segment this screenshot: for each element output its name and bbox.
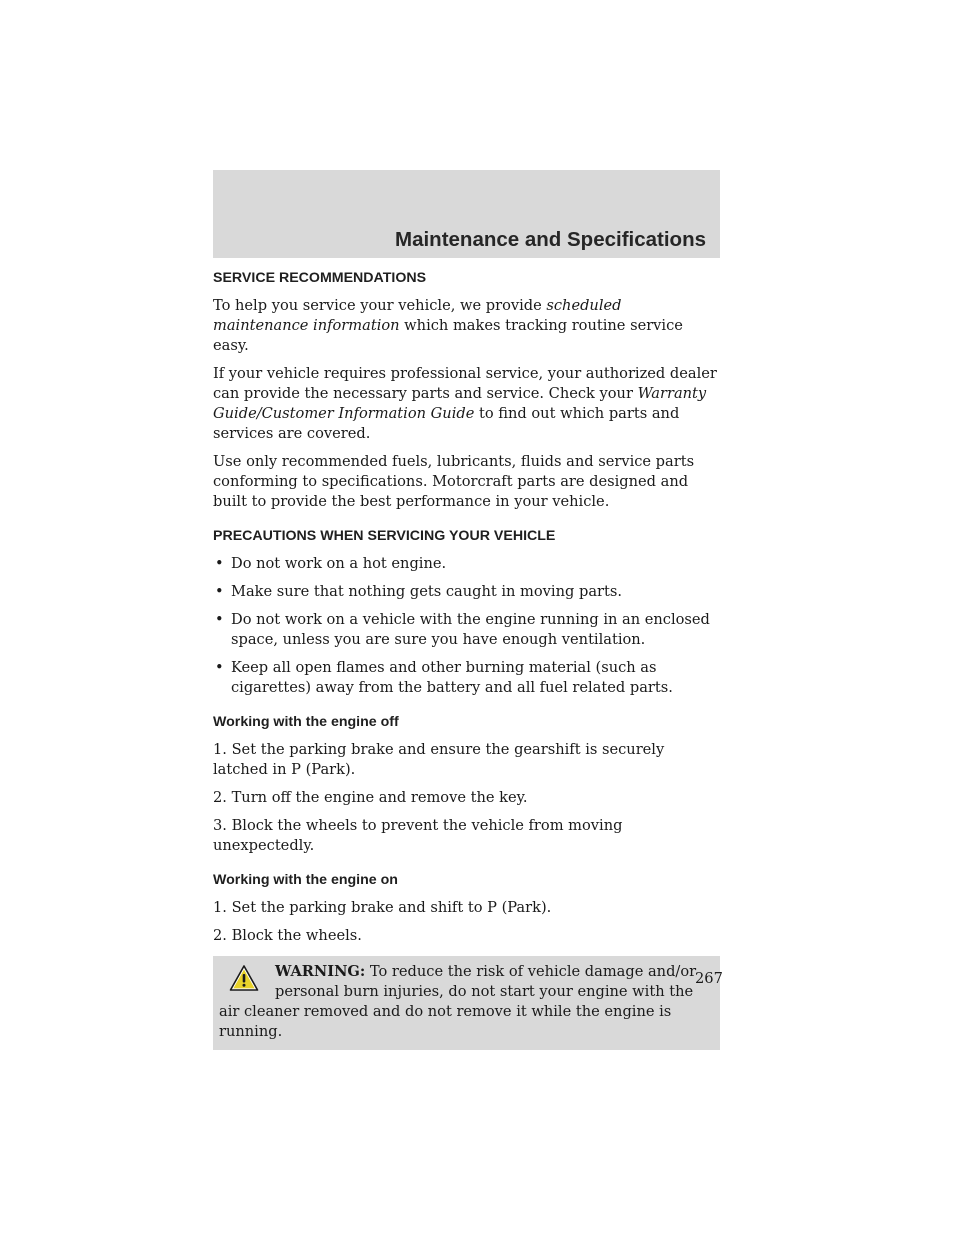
service-p1-text-end: which makes tracking routine service easy.: [213, 317, 683, 354]
precautions-list: [213, 554, 720, 698]
engine-off-step: 1. Set the parking brake and ensure the gearshift is securely latched in P (Park).: [213, 741, 665, 778]
bullet: •: [215, 611, 224, 628]
page-content: [213, 268, 720, 1050]
list-item: [213, 610, 720, 650]
list-item: [213, 658, 720, 698]
page-number: 267: [695, 970, 723, 987]
engine-on-step: 1. Set the parking brake and shift to P (Park).: [213, 899, 552, 916]
warranty-guide-emphasis: Warranty Guide/Customer Information Guide: [213, 385, 707, 422]
list-item: [213, 582, 720, 602]
bullet: •: [215, 555, 224, 572]
service-p2-text: If your vehicle requires professional service, your authorized dealer can provide the necessary parts and service. Check your: [213, 365, 717, 402]
list-item-text: Do not work on a hot engine.: [231, 555, 447, 572]
engine-off-step: 3. Block the wheels to prevent the vehicle from moving unexpectedly.: [213, 817, 623, 854]
list-item-text: Keep all open flames and other burning material (such as cigarettes) away from the battery and all fuel related parts.: [231, 659, 673, 696]
list-item-text: Make sure that nothing gets caught in moving parts.: [231, 583, 622, 600]
bullet: •: [215, 659, 224, 676]
section-header: [213, 170, 720, 258]
service-paragraph-1: [213, 296, 720, 356]
engine-on-step: 2. Block the wheels.: [213, 927, 362, 944]
scheduled-maintenance-emphasis: scheduled maintenance information: [213, 297, 622, 334]
bullet: •: [215, 583, 224, 600]
warning-label: WARNING:: [275, 963, 366, 980]
precautions-heading: PRECAUTIONS WHEN SERVICING YOUR VEHICLE: [213, 528, 556, 544]
warning-box: [213, 956, 720, 1050]
service-heading: SERVICE RECOMMENDATIONS: [213, 270, 427, 286]
warning-triangle-icon: [229, 964, 259, 992]
warning-text: To reduce the risk of vehicle damage and/or personal burn injuries, do not start your engine with the air cleaner removed and do not remove it while the engine is running.: [219, 963, 697, 1040]
list-item: [213, 554, 720, 574]
list-item-text: Do not work on a vehicle with the engine running in an enclosed space, unless you are sure you have enough ventilation.: [231, 611, 710, 648]
service-p1-text: To help you service your vehicle, we provide: [213, 297, 547, 314]
engine-on-heading: Working with the engine on: [213, 872, 398, 888]
engine-off-step: 2. Turn off the engine and remove the key.: [213, 789, 528, 806]
engine-off-heading: Working with the engine off: [213, 714, 399, 730]
service-p2-text-end: to find out which parts and services are covered.: [213, 405, 680, 442]
service-paragraph-3: Use only recommended fuels, lubricants, fluids and service parts conforming to specifications. Motorcraft parts are designed and built to provide the best performance in your vehicle.: [213, 453, 695, 510]
section-title: Maintenance and Specifications: [395, 228, 706, 251]
service-paragraph-2: [213, 364, 720, 444]
